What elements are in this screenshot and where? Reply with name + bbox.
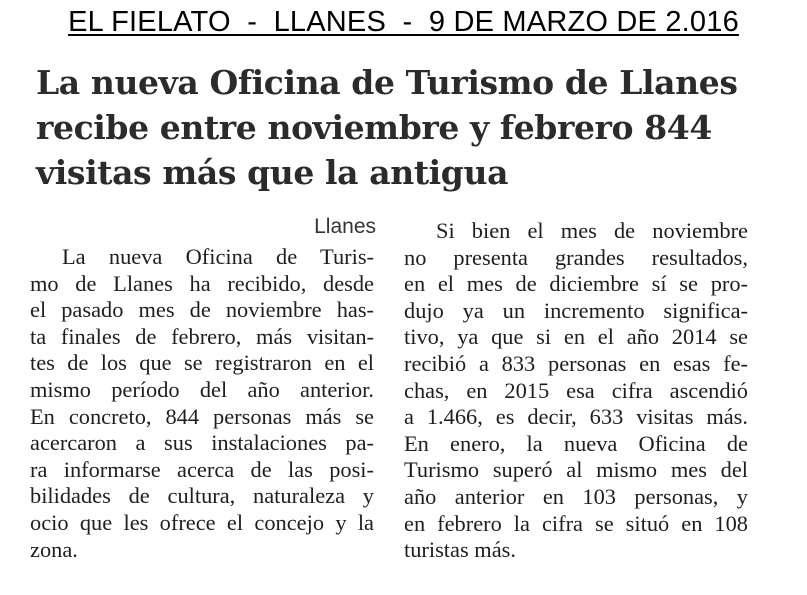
body-line: ocio que les ofrece el concejo y la — [30, 509, 374, 535]
body-line: ta finales de febrero, más visitan- — [30, 323, 374, 349]
article-headline — [36, 60, 776, 195]
article-right-column — [404, 218, 748, 564]
body-line: Turismo superó al mismo mes del — [404, 457, 748, 483]
header-title: EL FIELATO - LLANES - 9 DE MARZO DE 2.016 — [68, 6, 739, 38]
body-line: En enero, la nueva Oficina de — [404, 430, 748, 456]
body-line: año anterior en 103 personas, y — [404, 483, 748, 509]
body-line: zona. — [30, 536, 78, 562]
body-line: chas, en 2015 esa cifra ascendió — [404, 377, 748, 403]
body-line: La nueva Oficina de Turis- — [62, 244, 374, 269]
body-line: en febrero la cifra se situó en 108 — [404, 510, 748, 536]
body-line: En concreto, 844 personas más se — [30, 403, 374, 429]
body-line: recibió a 833 personas en esas fe- — [404, 350, 748, 376]
body-line: no presenta grandes resultados, — [404, 244, 748, 270]
body-line: acercaron a sus instalaciones pa- — [30, 430, 374, 456]
page-header — [0, 4, 807, 40]
body-line: turistas más. — [404, 537, 516, 563]
body-line: tivo, ya que si en el año 2014 se — [404, 324, 748, 350]
body-line: ra informarse acerca de las posi- — [30, 456, 374, 482]
article-byline: Llanes — [314, 215, 376, 238]
headline-line: recibe entre noviembre y febrero 844 — [36, 108, 712, 147]
article-left-column — [30, 244, 374, 563]
body-line: en el mes de diciembre sí se pro- — [404, 271, 748, 297]
body-line: el pasado mes de noviembre has- — [30, 297, 374, 323]
body-line: tes de los que se registraron en el — [30, 350, 374, 376]
body-line: Si bien el mes de noviembre — [436, 218, 748, 243]
body-line: dujo ya un incremento significa- — [404, 297, 748, 323]
body-line: a 1.466, es decir, 633 visitas más. — [404, 404, 748, 430]
headline-line: visitas más que la antigua — [36, 153, 509, 192]
body-line: mismo período del año anterior. — [30, 376, 374, 402]
body-line: mo de Llanes ha recibido, desde — [30, 270, 374, 296]
headline-line: La nueva Oficina de Turismo de Llanes — [36, 63, 738, 102]
body-line: bilidades de cultura, naturaleza y — [30, 483, 374, 509]
